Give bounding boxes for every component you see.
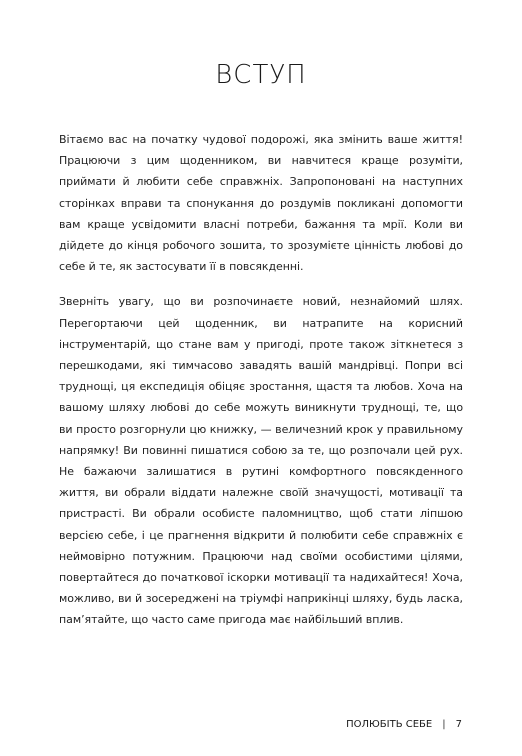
page-footer	[346, 719, 462, 730]
paragraph-2: Зверніть увагу, що ви розпочинаєте новий, незнайомий шлях. Перегортаючи цей щоденник, ви натрапите на корисний інструментарій, що стане вам у пригоді, проте також зіткнетеся з перешкодами, які тимчасово завадять вашій мандрівці. Попри всі труднощі, ця експедиція обіцяє зростання, щастя та любов. Хоча на вашому шляху любові до себе можуть виникнути труднощі, те, що ви просто розгорнули цю книжку, — величезний крок у правильному напрямку! Ви повинні пишатися собою за те, що розпочали цей рух. Не бажаючи залишатися в рутині комфортного повсякденного життя, ви обрали віддати належне своїй значущості, мотивації та пристрасті. Ви обрали особисте паломництво, щоб стати ліпшою версією себе, і це прагнення відкрити й полюбити себе справжніх є неймовірно потужним. Працюючи над своїми особистими цілями, повертайтеся до початкової іскорки мотивації та надихайтеся! Хоча, можливо, ви й зосереджені на тріумфі наприкінці шляху, будь ласка, пам’ятайте, що часто саме пригода має найбільший вплив.	[59, 295, 463, 627]
paragraph-1: Вітаємо вас на початку чудової подорожі, яка змінить ваше життя! Працюючи з цим щоденником, ви навчитеся краще розуміти, приймати й любити себе справжніх. Запропоновані на наступних сторінках вправи та спонукання до роздумів покликані допомогти вам краще усвідомити власні потреби, бажання та мрії. Коли ви дійдете до кінця робочого зошита, то зрозумієте цінність любові до себе й те, як застосувати її в повсякденні.	[59, 133, 463, 274]
running-title: ПОЛЮБІТЬ СЕБЕ	[346, 719, 433, 730]
footer-separator: |	[442, 719, 446, 730]
chapter-title: ВСТУП	[215, 60, 307, 90]
body-text	[59, 129, 463, 631]
page-number: 7	[455, 719, 462, 730]
